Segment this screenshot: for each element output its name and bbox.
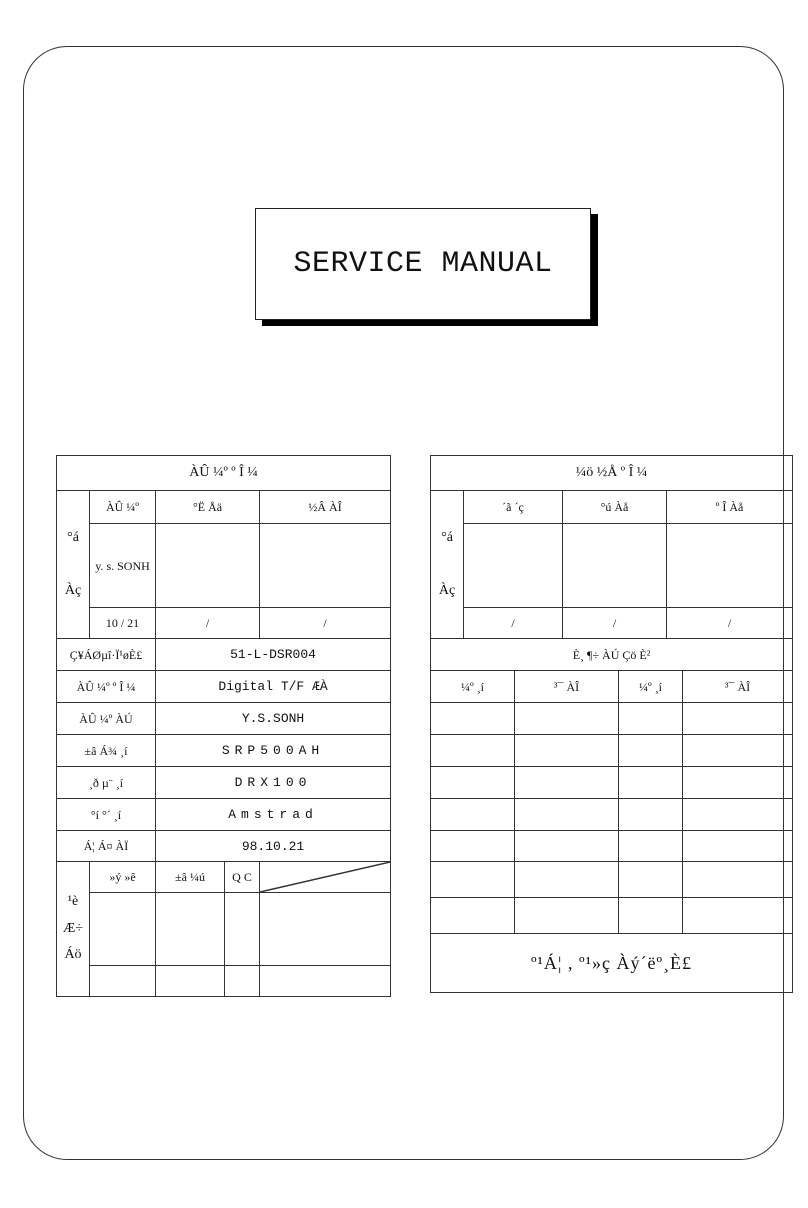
approval-cell-2 (156, 893, 225, 966)
table-row (431, 735, 793, 767)
approval-header-production: »ý »ê (90, 862, 156, 893)
right-sign-cell-1 (464, 524, 563, 608)
dist-col-seal-2: ³¯ ÀÎ (683, 671, 793, 703)
row-label-author-dept: ÀÛ ¼º º Î ¼ (57, 671, 156, 703)
copy-prohibited-footer: º¹Á¦ , º¹»ç Àý´ëº¸È£ (431, 934, 793, 993)
table-row (431, 767, 793, 799)
table-row (431, 703, 793, 735)
approval-cell-4 (260, 893, 391, 966)
row-value-customer: Amstrad (156, 799, 391, 831)
right-date-2: / (563, 608, 667, 639)
left-date-2: / (156, 608, 260, 639)
row-label-model-name: ¸ð µ¨ ¸í (57, 767, 156, 799)
approval-date-4 (260, 966, 391, 997)
approval-header-qc: Q C (225, 862, 260, 893)
approval-header-tech: ±â ¼ú (156, 862, 225, 893)
left-sign-label: °á Àç (57, 491, 90, 639)
left-date-3: / (260, 608, 391, 639)
row-value-author: Y.S.SONH (156, 703, 391, 735)
right-col-header-2: °ú Àå (563, 491, 667, 524)
row-label-standard-no: Ç¥ÁØµî·Ï¹øÈ£ (57, 639, 156, 671)
right-date-1: / (464, 608, 563, 639)
approval-diagonal-cell (260, 862, 391, 893)
right-date-3: / (667, 608, 793, 639)
right-approval-table (430, 455, 793, 993)
approval-cell-1 (90, 893, 156, 966)
approval-date-2 (156, 966, 225, 997)
row-value-model-name: DRX100 (156, 767, 391, 799)
row-label-date: Á¦ Á¤ ÀÏ (57, 831, 156, 862)
left-sign-cell-3 (260, 524, 391, 608)
distribution-header: È¸ ¶÷ ÀÚ Çö È² (431, 639, 793, 671)
left-sign-cell-2 (156, 524, 260, 608)
right-sign-cell-3 (667, 524, 793, 608)
approval-cell-3 (225, 893, 260, 966)
signer-name: y. s. SONH (90, 524, 156, 608)
row-label-customer: °í °´ ¸í (57, 799, 156, 831)
dist-col-name-1: ¼º ¸í (431, 671, 515, 703)
right-sign-label: °á Àç (431, 491, 464, 639)
right-sign-cell-2 (563, 524, 667, 608)
row-label-author: ÀÛ ¼º ÀÚ (57, 703, 156, 735)
diagonal-line (260, 862, 390, 892)
approval-date-1 (90, 966, 156, 997)
table-row (431, 898, 793, 934)
dist-col-name-2: ¼º ¸í (619, 671, 683, 703)
left-col-header-1: ÀÛ ¼º (90, 491, 156, 524)
left-approval-table (56, 455, 391, 997)
approval-date-3 (225, 966, 260, 997)
row-label-model: ±â Á¾ ¸í (57, 735, 156, 767)
dist-col-seal-1: ³¯ ÀÎ (515, 671, 619, 703)
table-row (431, 799, 793, 831)
table-row (431, 862, 793, 898)
row-value-date: 98.10.21 (156, 831, 391, 862)
manual-title: SERVICE MANUAL (255, 208, 591, 320)
right-col-header-3: º Î Àå (667, 491, 793, 524)
row-value-model: SRP500AH (156, 735, 391, 767)
right-header: ¼ö ½Å º Î ¼ (431, 456, 793, 491)
left-date-1: 10 / 21 (90, 608, 156, 639)
left-header: ÀÛ ¼º º Î ¼ (57, 456, 391, 491)
left-col-header-3: ½Â ÀÎ (260, 491, 391, 524)
approval-label: ¹è Æ÷ Áö (57, 862, 90, 997)
table-row (431, 831, 793, 862)
left-col-header-2: °Ë Åä (156, 491, 260, 524)
row-value-author-dept: Digital T/F ÆÀ (156, 671, 391, 703)
row-value-standard-no: 51-L-DSR004 (156, 639, 391, 671)
right-col-header-1: ´ã ´ç (464, 491, 563, 524)
